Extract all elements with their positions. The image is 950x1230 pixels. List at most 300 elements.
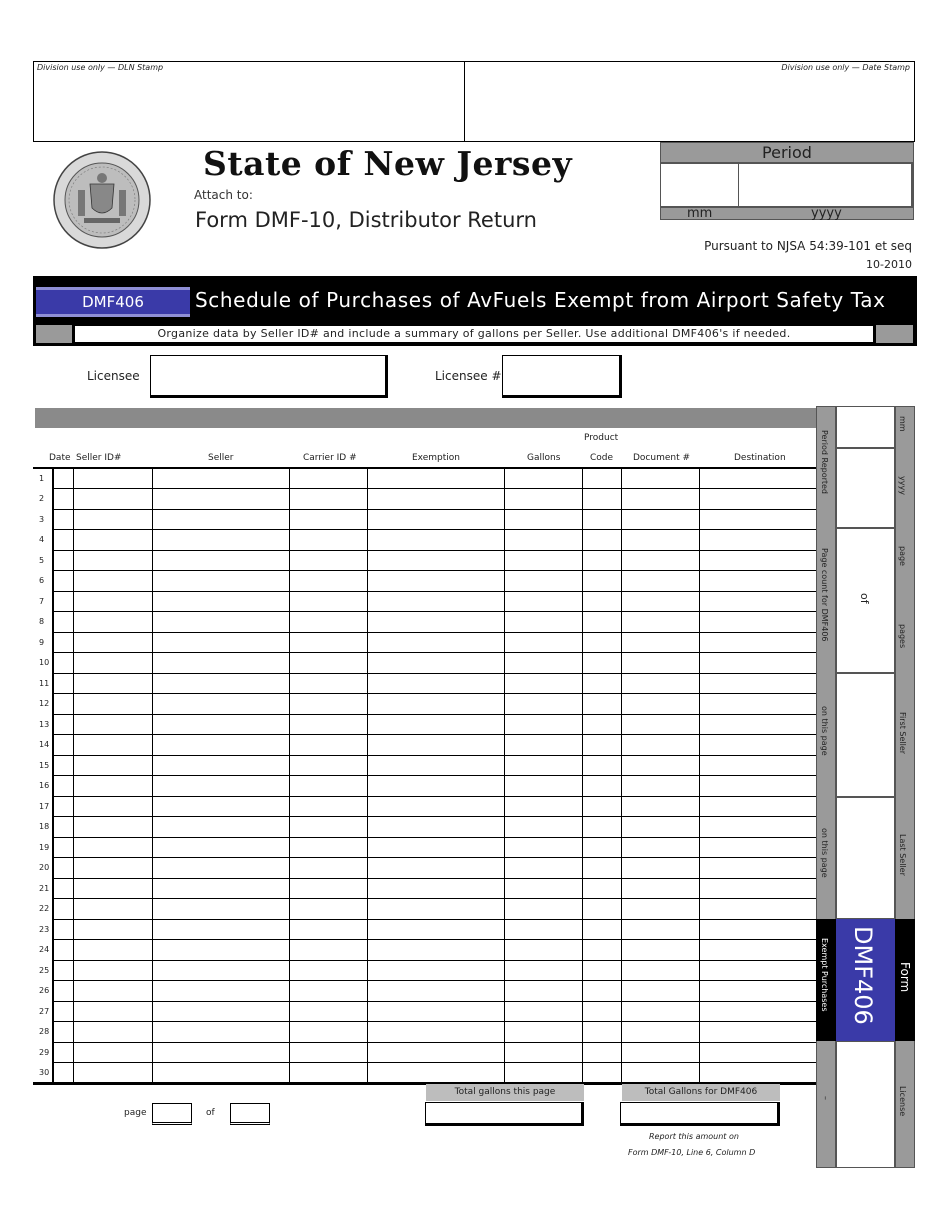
table-cell[interactable] <box>367 571 504 592</box>
table-cell[interactable] <box>73 591 152 612</box>
table-cell[interactable] <box>53 858 73 879</box>
table-cell[interactable] <box>73 981 152 1002</box>
table-cell[interactable] <box>699 919 816 940</box>
table-cell[interactable] <box>367 796 504 817</box>
table-cell[interactable] <box>367 960 504 981</box>
table-cell[interactable] <box>582 878 621 899</box>
table-cell[interactable] <box>504 1001 582 1022</box>
table-cell[interactable] <box>73 714 152 735</box>
table-cell[interactable] <box>621 653 699 674</box>
table-cell[interactable] <box>367 858 504 879</box>
table-cell[interactable] <box>53 776 73 797</box>
table-cell[interactable] <box>504 509 582 530</box>
table-cell[interactable] <box>367 776 504 797</box>
table-cell[interactable] <box>152 940 289 961</box>
table-cell[interactable] <box>73 612 152 633</box>
row-number: 13 <box>33 714 53 735</box>
table-cell[interactable] <box>152 550 289 571</box>
table-cell[interactable] <box>289 796 367 817</box>
table-cell[interactable] <box>699 735 816 756</box>
table-cell[interactable] <box>53 530 73 551</box>
table-cell[interactable] <box>152 509 289 530</box>
table-cell[interactable] <box>699 837 816 858</box>
table-cell[interactable] <box>53 632 73 653</box>
table-cell[interactable] <box>367 878 504 899</box>
table-cell[interactable] <box>152 694 289 715</box>
table-cell[interactable] <box>699 1022 816 1043</box>
table-cell[interactable] <box>367 1042 504 1063</box>
table-cell[interactable] <box>504 550 582 571</box>
table-cell[interactable] <box>73 1001 152 1022</box>
table-cell[interactable] <box>53 714 73 735</box>
table-cell[interactable] <box>504 653 582 674</box>
table-cell[interactable] <box>152 837 289 858</box>
table-cell[interactable] <box>621 878 699 899</box>
table-cell[interactable] <box>73 940 152 961</box>
table-cell[interactable] <box>367 653 504 674</box>
table-cell[interactable] <box>699 653 816 674</box>
table-cell[interactable] <box>289 981 367 1002</box>
table-cell[interactable] <box>699 1042 816 1063</box>
table-cell[interactable] <box>73 489 152 510</box>
table-cell[interactable] <box>699 776 816 797</box>
table-cell[interactable] <box>73 571 152 592</box>
licensee-number-input[interactable] <box>502 355 622 398</box>
table-cell[interactable] <box>582 940 621 961</box>
table-cell[interactable] <box>289 776 367 797</box>
table-cell[interactable] <box>53 673 73 694</box>
table-cell[interactable] <box>367 817 504 838</box>
table-cell[interactable] <box>699 981 816 1002</box>
table-cell[interactable] <box>504 735 582 756</box>
table-cell[interactable] <box>289 1063 367 1084</box>
table-cell[interactable] <box>504 919 582 940</box>
table-cell[interactable] <box>152 489 289 510</box>
table-cell[interactable] <box>152 981 289 1002</box>
table-cell[interactable] <box>53 878 73 899</box>
table-cell[interactable] <box>582 1001 621 1022</box>
table-cell[interactable] <box>582 632 621 653</box>
table-cell[interactable] <box>582 1022 621 1043</box>
table-cell[interactable] <box>152 468 289 489</box>
table-cell[interactable] <box>289 571 367 592</box>
table-cell[interactable] <box>152 858 289 879</box>
period-title <box>660 142 914 163</box>
table-cell[interactable] <box>289 468 367 489</box>
table-cell[interactable] <box>152 714 289 735</box>
table-cell[interactable] <box>367 714 504 735</box>
table-cell[interactable] <box>621 960 699 981</box>
table-cell[interactable] <box>289 714 367 735</box>
table-cell[interactable] <box>73 755 152 776</box>
table-cell[interactable] <box>699 878 816 899</box>
table-cell[interactable] <box>699 940 816 961</box>
table-cell[interactable] <box>289 489 367 510</box>
table-cell[interactable] <box>621 817 699 838</box>
table-cell[interactable] <box>53 591 73 612</box>
table-cell[interactable] <box>504 817 582 838</box>
table-cell[interactable] <box>289 509 367 530</box>
table-cell[interactable] <box>699 899 816 920</box>
table-cell[interactable] <box>53 817 73 838</box>
table-cell[interactable] <box>582 817 621 838</box>
table-row <box>33 1063 816 1084</box>
table-cell[interactable] <box>289 530 367 551</box>
table-cell[interactable] <box>73 858 152 879</box>
table-cell[interactable] <box>152 571 289 592</box>
table-cell[interactable] <box>53 837 73 858</box>
table-cell[interactable] <box>621 632 699 653</box>
banner-title: Schedule of Purchases of AvFuels Exempt from Airport Safety Tax <box>195 288 886 312</box>
licensee-input[interactable] <box>150 355 388 398</box>
table-cell[interactable] <box>582 612 621 633</box>
table-cell[interactable] <box>53 550 73 571</box>
table-cell[interactable] <box>367 940 504 961</box>
table-cell[interactable] <box>621 694 699 715</box>
table-cell[interactable] <box>367 1001 504 1022</box>
table-cell[interactable] <box>73 1063 152 1084</box>
table-cell[interactable] <box>289 858 367 879</box>
table-cell[interactable] <box>504 1042 582 1063</box>
table-cell[interactable] <box>582 776 621 797</box>
table-cell[interactable] <box>152 899 289 920</box>
table-cell[interactable] <box>53 1001 73 1022</box>
table-cell[interactable] <box>621 571 699 592</box>
table-cell[interactable] <box>504 1022 582 1043</box>
table-cell[interactable] <box>152 1042 289 1063</box>
table-cell[interactable] <box>582 735 621 756</box>
table-cell[interactable] <box>73 776 152 797</box>
table-cell[interactable] <box>582 571 621 592</box>
table-cell[interactable] <box>699 550 816 571</box>
table-cell[interactable] <box>367 489 504 510</box>
table-cell[interactable] <box>582 755 621 776</box>
table-cell[interactable] <box>504 776 582 797</box>
instruction-text: Organize data by Seller ID# and include a summary of gallons per Seller. Use additional DMF406's if needed. <box>157 327 791 340</box>
table-cell[interactable] <box>73 899 152 920</box>
table-cell[interactable] <box>53 1042 73 1063</box>
table-cell[interactable] <box>582 694 621 715</box>
table-cell[interactable] <box>699 612 816 633</box>
table-cell[interactable] <box>367 591 504 612</box>
table-row <box>33 755 816 776</box>
table-cell[interactable] <box>367 694 504 715</box>
table-cell[interactable] <box>582 1063 621 1084</box>
table-cell[interactable] <box>582 919 621 940</box>
table-cell[interactable] <box>504 571 582 592</box>
table-cell[interactable] <box>53 796 73 817</box>
table-cell[interactable] <box>504 489 582 510</box>
table-cell[interactable] <box>53 509 73 530</box>
period-label-bar <box>660 207 914 220</box>
table-cell[interactable] <box>367 919 504 940</box>
table-cell[interactable] <box>152 796 289 817</box>
table-cell[interactable] <box>367 632 504 653</box>
dln-stamp-label: Division use only — DLN Stamp <box>37 63 164 72</box>
table-cell[interactable] <box>367 530 504 551</box>
table-cell[interactable] <box>621 837 699 858</box>
table-cell[interactable] <box>152 755 289 776</box>
table-cell[interactable] <box>699 858 816 879</box>
table-cell[interactable] <box>73 673 152 694</box>
side-first-seller-label: First Seller <box>898 712 907 755</box>
table-cell[interactable] <box>289 878 367 899</box>
table-cell[interactable] <box>582 1042 621 1063</box>
table-row <box>33 817 816 838</box>
table-cell[interactable] <box>504 1063 582 1084</box>
table-cell[interactable] <box>53 899 73 920</box>
table-cell[interactable] <box>289 673 367 694</box>
table-cell[interactable] <box>699 489 816 510</box>
table-cell[interactable] <box>53 735 73 756</box>
table-cell[interactable] <box>582 530 621 551</box>
table-cell[interactable] <box>73 550 152 571</box>
table-cell[interactable] <box>582 837 621 858</box>
table-cell[interactable] <box>621 714 699 735</box>
table-cell[interactable] <box>367 1022 504 1043</box>
table-cell[interactable] <box>504 673 582 694</box>
table-cell[interactable] <box>582 509 621 530</box>
table-cell[interactable] <box>367 612 504 633</box>
table-cell[interactable] <box>504 632 582 653</box>
table-cell[interactable] <box>582 653 621 674</box>
table-cell[interactable] <box>367 468 504 489</box>
table-cell[interactable] <box>289 591 367 612</box>
period-yyyy-input[interactable] <box>738 163 914 207</box>
table-cell[interactable] <box>53 489 73 510</box>
table-cell[interactable] <box>504 591 582 612</box>
table-cell[interactable] <box>367 735 504 756</box>
table-cell[interactable] <box>582 960 621 981</box>
table-cell[interactable] <box>582 796 621 817</box>
table-cell[interactable] <box>699 694 816 715</box>
table-cell[interactable] <box>699 509 816 530</box>
table-cell[interactable] <box>699 755 816 776</box>
table-cell[interactable] <box>53 919 73 940</box>
table-cell[interactable] <box>582 591 621 612</box>
table-cell[interactable] <box>73 878 152 899</box>
table-cell[interactable] <box>73 735 152 756</box>
table-cell[interactable] <box>504 755 582 776</box>
table-cell[interactable] <box>152 817 289 838</box>
table-cell[interactable] <box>289 653 367 674</box>
table-cell[interactable] <box>699 817 816 838</box>
table-cell[interactable] <box>582 981 621 1002</box>
table-cell[interactable] <box>53 940 73 961</box>
table-cell[interactable] <box>621 940 699 961</box>
table-cell[interactable] <box>504 530 582 551</box>
table-cell[interactable] <box>73 632 152 653</box>
table-cell[interactable] <box>621 550 699 571</box>
table-cell[interactable] <box>53 981 73 1002</box>
table-cell[interactable] <box>73 509 152 530</box>
table-cell[interactable] <box>152 653 289 674</box>
table-cell[interactable] <box>621 1001 699 1022</box>
table-cell[interactable] <box>367 837 504 858</box>
table-cell[interactable] <box>152 612 289 633</box>
total-page-input[interactable] <box>425 1102 584 1126</box>
table-cell[interactable] <box>53 468 73 489</box>
table-cell[interactable] <box>53 653 73 674</box>
table-cell[interactable] <box>699 796 816 817</box>
table-cell[interactable] <box>73 653 152 674</box>
table-cell[interactable] <box>73 468 152 489</box>
table-cell[interactable] <box>504 878 582 899</box>
table-cell[interactable] <box>504 796 582 817</box>
table-cell[interactable] <box>621 530 699 551</box>
table-cell[interactable] <box>621 673 699 694</box>
table-cell[interactable] <box>73 919 152 940</box>
table-cell[interactable] <box>289 960 367 981</box>
side-period-yyyy-input[interactable] <box>836 448 895 528</box>
table-cell[interactable] <box>699 468 816 489</box>
table-cell[interactable] <box>582 714 621 735</box>
table-cell[interactable] <box>73 817 152 838</box>
table-cell[interactable] <box>582 468 621 489</box>
table-cell[interactable] <box>504 694 582 715</box>
side-period-mm-input[interactable] <box>836 406 895 448</box>
total-page-label <box>426 1084 584 1101</box>
table-cell[interactable] <box>53 1063 73 1084</box>
table-cell[interactable] <box>621 776 699 797</box>
table-cell[interactable] <box>699 530 816 551</box>
table-cell[interactable] <box>289 919 367 940</box>
table-cell[interactable] <box>621 981 699 1002</box>
table-cell[interactable] <box>582 489 621 510</box>
table-cell[interactable] <box>73 796 152 817</box>
table-cell[interactable] <box>152 591 289 612</box>
table-cell[interactable] <box>621 858 699 879</box>
table-cell[interactable] <box>289 755 367 776</box>
table-cell[interactable] <box>367 755 504 776</box>
table-cell[interactable] <box>621 468 699 489</box>
table-cell[interactable] <box>289 735 367 756</box>
table-cell[interactable] <box>289 550 367 571</box>
table-cell[interactable] <box>53 960 73 981</box>
table-cell[interactable] <box>504 714 582 735</box>
table-cell[interactable] <box>582 673 621 694</box>
table-cell[interactable] <box>504 858 582 879</box>
total-form-input[interactable] <box>620 1102 780 1126</box>
table-cell[interactable] <box>504 837 582 858</box>
row-number: 7 <box>33 591 53 612</box>
table-cell[interactable] <box>73 960 152 981</box>
table-cell[interactable] <box>367 673 504 694</box>
table-cell[interactable] <box>582 899 621 920</box>
table-cell[interactable] <box>73 694 152 715</box>
table-cell[interactable] <box>152 1001 289 1022</box>
table-cell[interactable] <box>367 981 504 1002</box>
table-cell[interactable] <box>699 1001 816 1022</box>
table-cell[interactable] <box>53 612 73 633</box>
side-last-seller-input[interactable] <box>836 797 895 919</box>
table-cell[interactable] <box>73 1022 152 1043</box>
table-cell[interactable] <box>621 1022 699 1043</box>
table-cell[interactable] <box>289 899 367 920</box>
table-cell[interactable] <box>152 530 289 551</box>
side-license-input[interactable] <box>836 1041 895 1168</box>
table-cell[interactable] <box>289 612 367 633</box>
table-cell[interactable] <box>152 735 289 756</box>
table-cell[interactable] <box>621 919 699 940</box>
table-cell[interactable] <box>73 837 152 858</box>
table-cell[interactable] <box>699 571 816 592</box>
table-cell[interactable] <box>582 550 621 571</box>
row-number: 12 <box>33 694 53 715</box>
of-label: of <box>206 1108 215 1118</box>
table-cell[interactable] <box>289 694 367 715</box>
table-cell[interactable] <box>621 509 699 530</box>
table-cell[interactable] <box>367 509 504 530</box>
table-cell[interactable] <box>621 1063 699 1084</box>
table-cell[interactable] <box>53 694 73 715</box>
table-cell[interactable] <box>621 796 699 817</box>
table-cell[interactable] <box>289 1022 367 1043</box>
page-total-input[interactable] <box>230 1103 270 1125</box>
table-cell[interactable] <box>73 530 152 551</box>
table-cell[interactable] <box>504 899 582 920</box>
table-cell[interactable] <box>504 612 582 633</box>
table-cell[interactable] <box>289 1042 367 1063</box>
table-row <box>33 550 816 571</box>
table-cell[interactable] <box>53 571 73 592</box>
table-cell[interactable] <box>152 878 289 899</box>
table-cell[interactable] <box>152 960 289 981</box>
table-cell[interactable] <box>621 1042 699 1063</box>
row-number: 29 <box>33 1042 53 1063</box>
table-cell[interactable] <box>73 1042 152 1063</box>
table-cell[interactable] <box>621 755 699 776</box>
table-cell[interactable] <box>367 1063 504 1084</box>
table-cell[interactable] <box>699 960 816 981</box>
table-cell[interactable] <box>367 550 504 571</box>
period-mm-input[interactable] <box>660 163 739 207</box>
table-cell[interactable] <box>621 489 699 510</box>
table-cell[interactable] <box>289 632 367 653</box>
table-cell[interactable] <box>152 1022 289 1043</box>
table-cell[interactable] <box>699 714 816 735</box>
table-cell[interactable] <box>699 1063 816 1084</box>
table-cell[interactable] <box>504 981 582 1002</box>
table-cell[interactable] <box>289 837 367 858</box>
page-input[interactable] <box>152 1103 192 1125</box>
purchases-table <box>33 467 817 1085</box>
table-cell[interactable] <box>152 776 289 797</box>
table-cell[interactable] <box>582 858 621 879</box>
table-cell[interactable] <box>152 919 289 940</box>
table-cell[interactable] <box>289 940 367 961</box>
table-cell[interactable] <box>289 1001 367 1022</box>
table-cell[interactable] <box>621 735 699 756</box>
table-cell[interactable] <box>152 1063 289 1084</box>
table-cell[interactable] <box>53 1022 73 1043</box>
table-cell[interactable] <box>699 632 816 653</box>
table-cell[interactable] <box>504 960 582 981</box>
table-cell[interactable] <box>699 673 816 694</box>
table-cell[interactable] <box>621 591 699 612</box>
table-cell[interactable] <box>367 899 504 920</box>
table-cell[interactable] <box>621 612 699 633</box>
table-cell[interactable] <box>152 632 289 653</box>
table-cell[interactable] <box>53 755 73 776</box>
side-first-seller-input[interactable] <box>836 673 895 797</box>
table-cell[interactable] <box>504 468 582 489</box>
table-cell[interactable] <box>621 899 699 920</box>
table-cell[interactable] <box>152 673 289 694</box>
table-cell[interactable] <box>289 817 367 838</box>
table-cell[interactable] <box>699 591 816 612</box>
table-cell[interactable] <box>504 940 582 961</box>
